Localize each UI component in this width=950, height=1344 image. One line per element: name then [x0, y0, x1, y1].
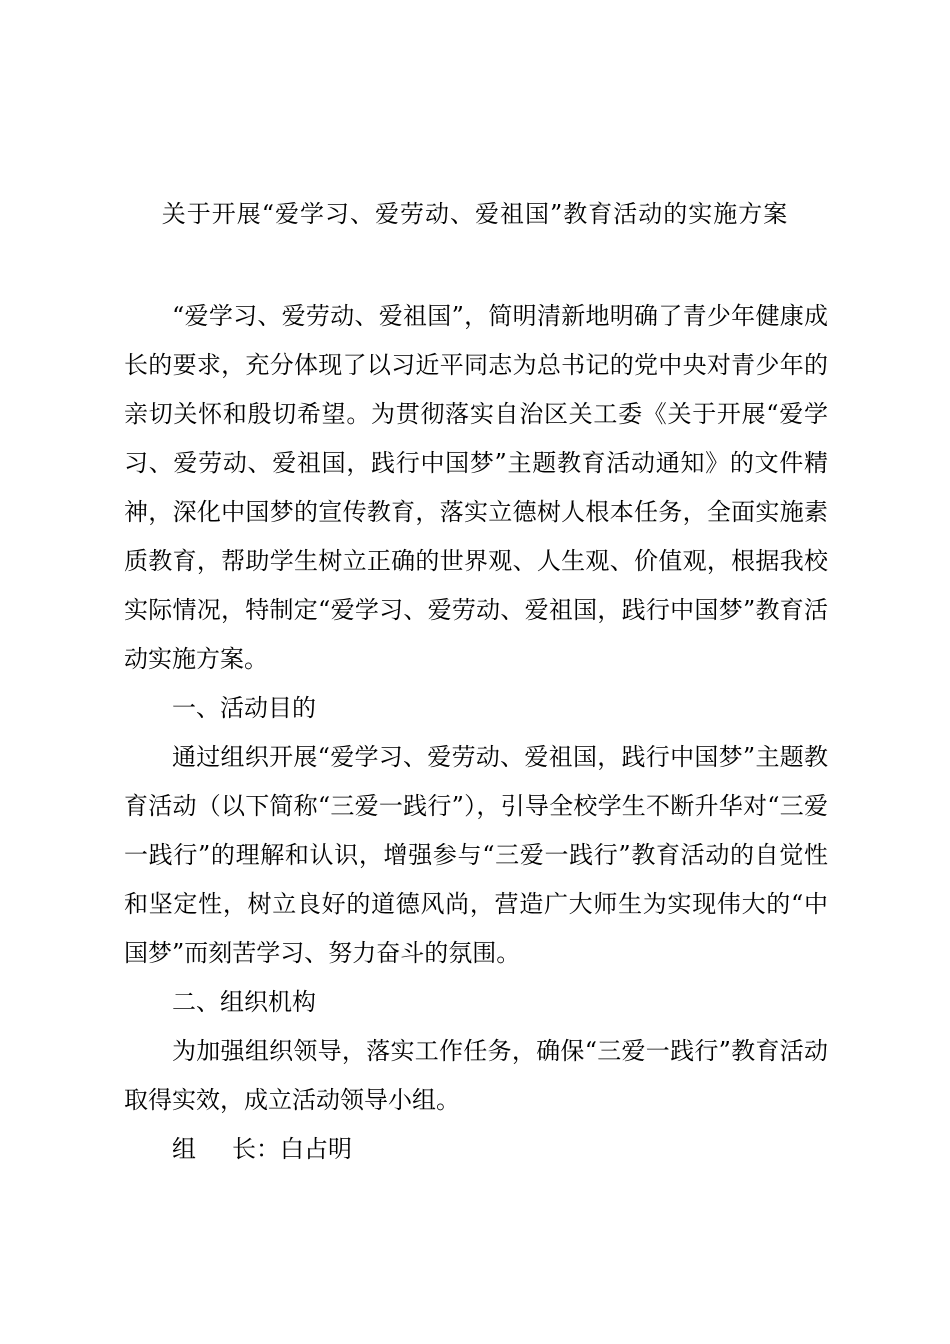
leader-label-part1: 组	[172, 1135, 196, 1163]
section-text-organization: 为加强组织领导，落实工作任务，确保“三爱一践行”教育活动取得实效，成立活动领导小组。	[124, 1037, 828, 1114]
document-body	[124, 292, 828, 1174]
section-heading-organization: 二、组织机构	[172, 988, 316, 1016]
intro-paragraph: “爱学习、爱劳动、爱祖国”，简明清新地明确了青少年健康成长的要求，充分体现了以习近平同志为总书记的党中央对青少年的亲切关怀和殷切希望。为贯彻落实自治区关工委《关于开展“爱学习、爱劳动、爱祖国，践行中国梦”主题教育活动通知》的文件精神，深化中国梦的宣传教育，落实立德树人根本任务，全面实施素质教育，帮助学生树立正确的世界观、人生观、价值观，根据我校实际情况，特制定“爱学习、爱劳动、爱祖国，践行中国梦”教育活动实施方案。	[124, 302, 828, 673]
document-title: 关于开展“爱学习、爱劳动、爱祖国”教育活动的实施方案	[161, 200, 789, 228]
leader-label-part2: 长：	[232, 1135, 280, 1163]
section-heading-purpose: 一、活动目的	[172, 694, 316, 722]
section-text-purpose: 通过组织开展“爱学习、爱劳动、爱祖国，践行中国梦”主题教育活动（以下简称“三爱一践行”），引导全校学生不断升华对“三爱一践行”的理解和认识，增强参与“三爱一践行”教育活动的自觉性和坚定性，树立良好的道德风尚，营造广大师生为实现伟大的“中国梦”而刻苦学习、努力奋斗的氛围。	[124, 743, 828, 967]
leader-row	[124, 1125, 828, 1174]
leader-name: 白占明	[280, 1135, 352, 1163]
